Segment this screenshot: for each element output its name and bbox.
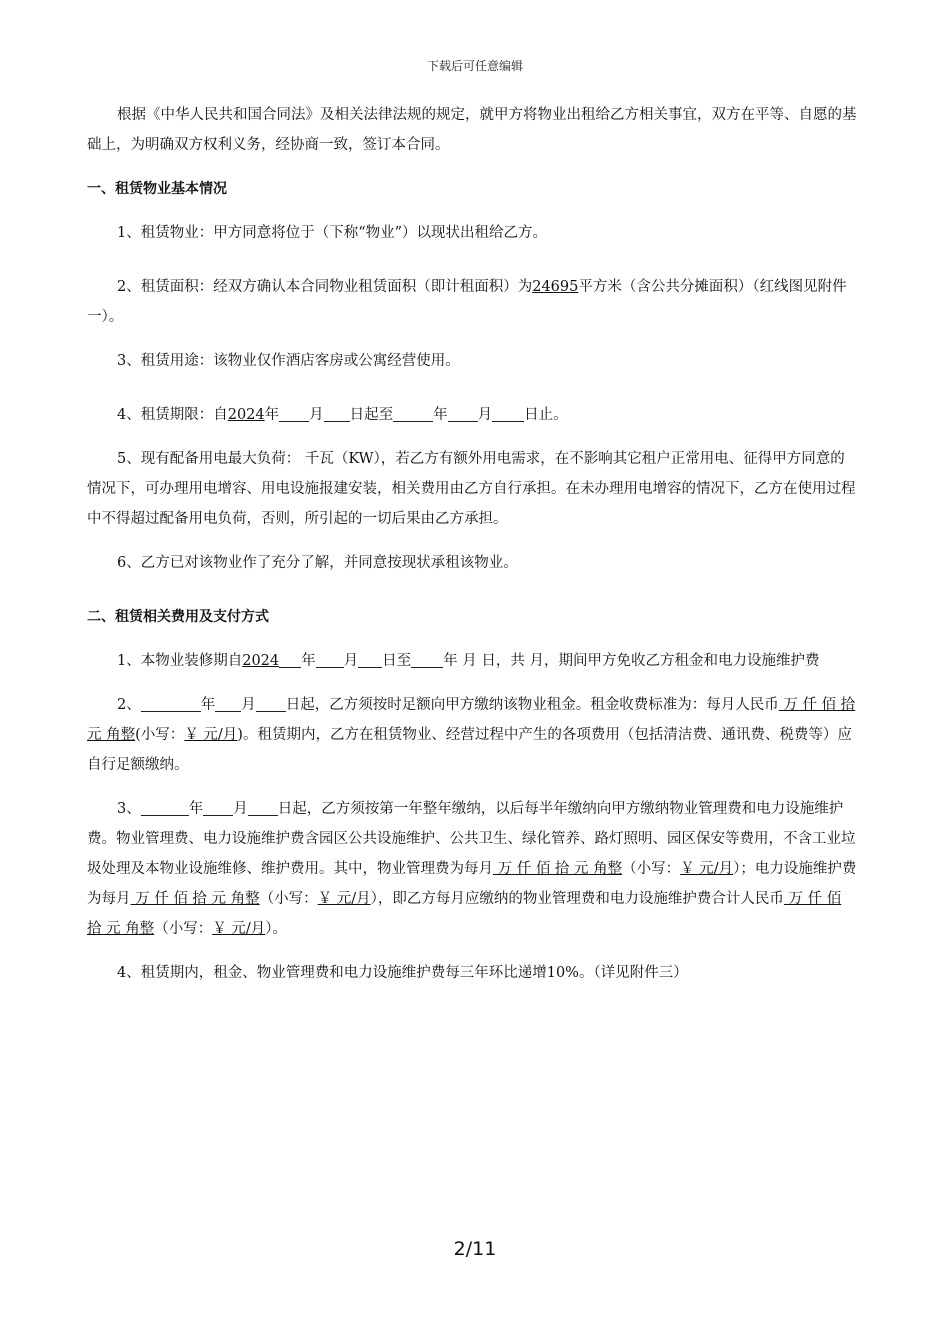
s2-item2-text-d: 日起，乙方须按时足额向甲方缴纳该物业租金。租金收费标准为：每月人民币 (285, 697, 779, 713)
section2-item3 (87, 794, 857, 944)
s2-item3-day-blank (248, 799, 278, 816)
s2-item3-text-i: （小写： (154, 921, 213, 937)
item4-nian: 年 (264, 407, 280, 423)
section1-item2 (87, 272, 857, 332)
page-header: 下载后可任意编辑 (426, 59, 523, 73)
s2-item2-day-blank (256, 695, 286, 712)
total-pages: 11 (472, 1238, 497, 1260)
intro-paragraph: 根据《中华人民共和国合同法》及相关法律法规的规定，就甲方将物业出租给乙方相关事宜，双方在平等、自愿的基础上，为明确双方权利义务，经协商一致，签订本合同。 (87, 107, 857, 153)
s2-item1-text-e: 年 月 日，共 月，期间甲方免收乙方租金和电力设施维护费 (443, 653, 820, 669)
s2-item3-text-g: （小写： (259, 891, 318, 907)
s2-item2-month-blank (215, 695, 241, 712)
s2-item1-ri-zhi: 日至 (382, 653, 412, 669)
section1-heading: 一、租赁物业基本情况 (87, 181, 227, 197)
s2-item3-month-blank (203, 799, 233, 816)
s2-item1-end-year-blank (411, 651, 443, 668)
s2-item1-day-blank (358, 651, 382, 668)
s2-item1-year: 2024 (242, 653, 280, 669)
s2-item2-amount: 万 仟 佰 拾 元 角整 (87, 697, 856, 743)
s2-item3-text-j: ）。 (265, 921, 287, 937)
item4-end-month-blank (448, 405, 478, 422)
s2-item2-nian: 年 (200, 697, 216, 713)
s2-item3-nian: 年 (188, 801, 204, 817)
s2-item2-year-blank (141, 695, 201, 712)
s2-item2-text-f: )。租赁期内，乙方在租赁物业、经营过程中产生的各项费用（包括清洁费、通讯费、税费等）应自行足额缴纳。 (87, 727, 852, 773)
s2-item2-yue: 月 (241, 697, 256, 713)
section1-item3: 3、租赁用途：该物业仅作酒店客房或公寓经营使用。 (117, 353, 460, 369)
item2-area-value: 24695 (532, 279, 579, 295)
section2-heading: 二、租赁相关费用及支付方式 (87, 609, 269, 625)
s2-item1-text-a: 1、本物业装修期自 (117, 653, 243, 669)
s2-item2-small-amount: ￥ 元/月 (184, 727, 238, 743)
s2-item3-year-blank (141, 799, 189, 816)
item4-start-month-blank (279, 405, 309, 422)
item4-yue: 月 (309, 407, 324, 423)
item2-text-b: 平方米（含公共分摊面积）（红线图见附件一）。 (87, 279, 847, 325)
s2-item3-mgmt-small: ￥ 元/月 (680, 861, 734, 877)
item4-end: 日止。 (524, 407, 568, 423)
s2-item3-text-e: （小写： (622, 861, 681, 877)
s2-item3-mgmt-amount: 万 仟 佰 拾 元 角整 (493, 861, 623, 877)
s2-item1-month-blank (316, 651, 344, 668)
item4-end-year-blank (393, 405, 433, 422)
s2-item1-yue: 月 (343, 653, 359, 669)
item4-text-a: 4、租赁期限：自 (117, 407, 228, 423)
s2-item3-text-d: 日起，乙方须按第一年整年缴纳，以后每半年缴纳向甲方缴纳物业管理费和电力设施维护费。物业管理费、电力设施维护费含园区公共设施维护、公共卫生、绿化管养、路灯照明、园区保安等费用，不含工业垃圾处理及本物业设施维修、维护费用。其中，物业管理费为每月 (87, 801, 856, 877)
page-number (0, 1238, 950, 1260)
s2-item3-total-small: ￥ 元/月 (212, 921, 266, 937)
item2-text-a: 2、租赁面积：经双方确认本合同物业租赁面积（即计租面积）为 (117, 279, 533, 295)
s2-item3-text-f: ）；电力设施维护费为每月 (87, 861, 857, 907)
section1-item1: 1、租赁物业：甲方同意将位于（下称“物业”）以现状出租给乙方。 (117, 225, 548, 241)
section1-item4 (87, 400, 857, 430)
item4-yue2: 月 (477, 407, 493, 423)
s2-item3-text-h: ），即乙方每月应缴纳的物业管理费和电力设施维护费合计人民币 (370, 891, 784, 907)
s2-item2-text-a: 2、 (117, 697, 141, 713)
section2-item1 (87, 646, 857, 676)
s2-item1-year-pad (279, 651, 301, 668)
s2-item3-text-a: 3、 (117, 801, 141, 817)
s2-item1-nian: 年 (301, 653, 316, 669)
s2-item3-total-amount: 万 仟 佰 拾 元 角整 (87, 891, 842, 937)
item4-start-year: 2024 (227, 407, 265, 423)
s2-item3-power-amount: 万 仟 佰 拾 元 角整 (130, 891, 260, 907)
item4-end-day-blank (492, 405, 524, 422)
s2-item3-yue: 月 (233, 801, 248, 817)
s2-item3-power-small: ￥ 元/月 (317, 891, 371, 907)
page-separator: / (465, 1238, 473, 1260)
document-body (87, 100, 857, 988)
section1-item6: 6、乙方已对该物业作了充分了解，并同意按现状承租该物业。 (117, 555, 518, 571)
item4-ri-qi-zhi: 日起至 (349, 407, 394, 423)
section1-item5: 5、现有配备用电最大负荷： 千瓦（KW），若乙方有额外用电需求，在不影响其它租户正常用电、征得甲方同意的情况下，可办理用电增容、用电设施报建安装，相关费用由乙方自行承担。在未办理用电增容的情况下，乙方在使用过程中不得超过配备用电负荷，否则，所引起的一切后果由乙方承担。 (87, 451, 856, 527)
s2-item2-text-e: (小写： (135, 727, 185, 743)
item4-start-day-blank (324, 405, 350, 422)
section2-item2 (87, 690, 857, 780)
section2-item4: 4、租赁期内，租金、物业管理费和电力设施维护费每三年环比递增10%。（详见附件三） (117, 965, 688, 981)
item4-nian2: 年 (433, 407, 448, 423)
current-page: 2 (453, 1238, 466, 1260)
